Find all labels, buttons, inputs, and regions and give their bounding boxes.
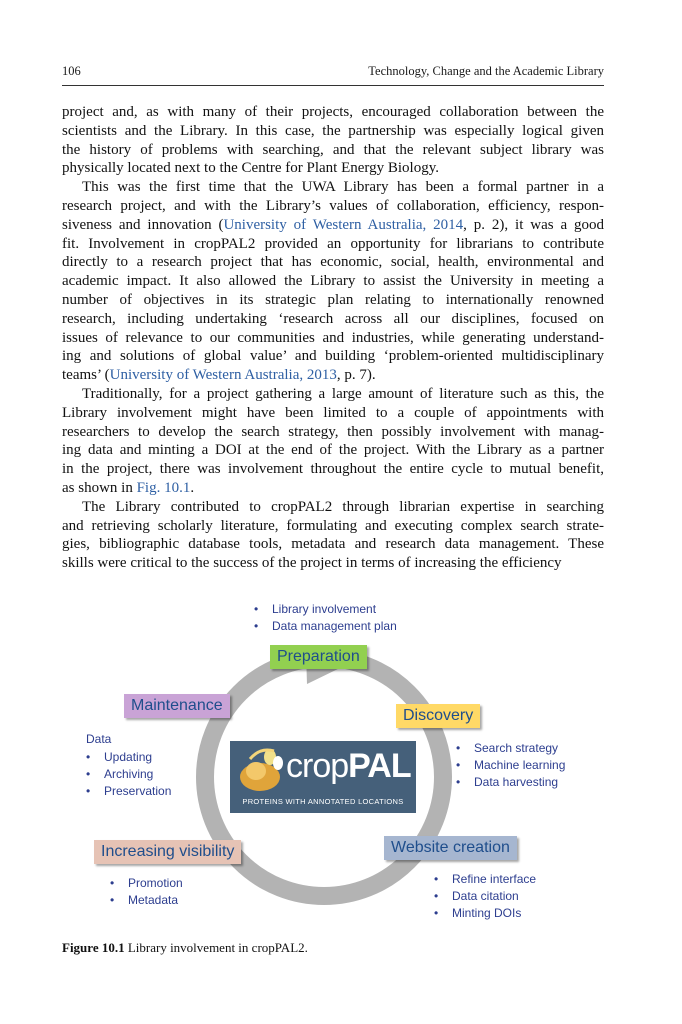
text-line [62,141,604,160]
text-segment: Traditionally, for a project gathering a large amount of literature such as this, the [82,385,604,402]
text-segment: the history of problems with searching, and that the relevant subject library was [62,141,604,158]
seed-pod-icon [230,741,290,797]
text-segment: teams’ ( [62,367,110,384]
text-segment: , p. 2), it was a good [463,216,604,233]
text-segment: The Library contributed to cropPAL2 through librarian expertise in searching [82,498,604,515]
text-line [62,423,604,442]
text-line [62,329,604,348]
text-line [62,517,604,536]
text-line [62,103,604,122]
bullet-item: • Refine interface [434,871,536,888]
website-bullets [434,871,536,922]
bullet-item: • Preservation [86,783,171,800]
text-line [62,460,604,479]
text-line [62,366,604,385]
text-line [62,535,604,554]
text-segment: project and, as with many of their projects, encouraged collaboration between the [62,104,604,120]
text-segment: issues of relevance to our communities and industries, while generating understand- [62,329,604,346]
header-rule [62,85,604,86]
text-segment: . [190,479,195,496]
bullet-item: • Data citation [434,888,536,905]
text-segment: directly to a research project that has economic, social, health, environmental and [62,254,604,271]
stage-preparation: Preparation [270,645,367,669]
text-segment: fit. Involvement in cropPAL2 provided an opportunity for librarians to contribute [62,235,604,252]
text-segment: physically located next to the Centre for Plant Energy Biology. [62,160,439,177]
text-segment: academic impact. It also allowed the Library to assist the University in meeting a [62,273,604,290]
text-segment: scientists and the Library. In this case, the partnership was especially logical given [62,122,604,139]
text-line [62,310,604,329]
text-line [62,178,604,197]
running-title: Technology, Change and the Academic Library [368,64,604,78]
text-segment: ing data and minting a DOI at the end of the project. With the Library as a partner [62,442,604,459]
text-segment: research, including undertaking ‘research across all our disciplines, focused on [62,310,604,327]
preparation-bullets [254,601,397,635]
stage-website-creation: Website creation [384,836,517,860]
text-segment: in the project, there was involvement throughout the entire cycle to mutual benefit, [62,461,604,478]
text-segment: ing and solutions of global value’ and building ‘problem-oriented multidisciplinary [62,348,604,365]
caption-text: Library involvement in cropPAL2. [127,940,308,955]
bullet-item: • Machine learning [456,757,565,774]
text-segment: research project, and with the Library’s values of collaboration, efficiency, respon- [62,197,604,214]
figure-caption [62,940,308,956]
text-line [62,404,604,423]
bullet-item: • Data harvesting [456,774,565,791]
text-segment: researchers to develop the search strategy, then possibly involvement with manag- [62,423,604,440]
stage-increasing-visibility: Increasing visibility [94,840,241,864]
discovery-bullets [456,740,565,791]
caption-label: Figure 10.1 [62,940,125,955]
text-segment: skills were critical to the success of the project in terms of increasing the efficiency [62,555,562,572]
citation-link[interactable]: Fig. 10.1 [136,479,191,496]
text-segment: , p. 7). [336,367,376,384]
text-line [62,385,604,404]
bullet-item: • Updating [86,749,171,766]
text-line [62,554,604,573]
bullet-item: • Promotion [110,875,183,892]
text-line [62,479,604,498]
logo-wordmark [286,747,411,786]
figure-10-1 [62,595,622,935]
text-segment: Library involvement might have been limited to a couple of appointments with [62,404,604,421]
text-line [62,159,604,178]
text-segment: and retrieving scholarly literature, formulating and executing complex search strate- [62,517,604,534]
text-line [62,253,604,272]
stage-discovery: Discovery [396,704,480,728]
text-line [62,291,604,310]
text-line [62,235,604,254]
bullet-item: • Archiving [86,766,171,783]
text-segment: gies, bibliographic database tools, metadata and research data management. These [62,536,604,553]
text-line [62,197,604,216]
bullet-item: • Data management plan [254,618,397,635]
logo-tagline: PROTEINS WITH ANNOTATED LOCATIONS [242,797,404,806]
bullet-item: • Metadata [110,892,183,909]
stage-maintenance: Maintenance [124,694,230,718]
text-segment: number of objectives in its strategic plan relating to internationally renowned [62,291,604,308]
text-segment: siveness and innovation ( [62,216,224,233]
text-line [62,498,604,517]
body-text [62,103,604,573]
croppal-logo [230,741,416,813]
text-line [62,347,604,366]
bullet-item: • Library involvement [254,601,397,618]
text-line [62,272,604,291]
text-line [62,122,604,141]
maintenance-bullets [86,749,171,800]
text-segment: as shown in [62,479,137,496]
citation-link[interactable]: University of Western Australia, 2013 [109,367,337,384]
text-line [62,216,604,235]
bullet-item: • Minting DOIs [434,905,536,922]
logo-name-pal: PAL [348,747,411,785]
citation-link[interactable]: University of Western Australia, 2014 [223,216,464,233]
logo-name-crop: crop [286,747,349,785]
visibility-bullets [110,875,183,909]
running-head [62,64,604,80]
bullet-item: • Search strategy [456,740,565,757]
text-segment: This was the first time that the UWA Library has been a formal partner in a [82,179,604,196]
page-number: 106 [62,64,81,78]
data-label: Data [86,732,112,746]
text-line [62,441,604,460]
